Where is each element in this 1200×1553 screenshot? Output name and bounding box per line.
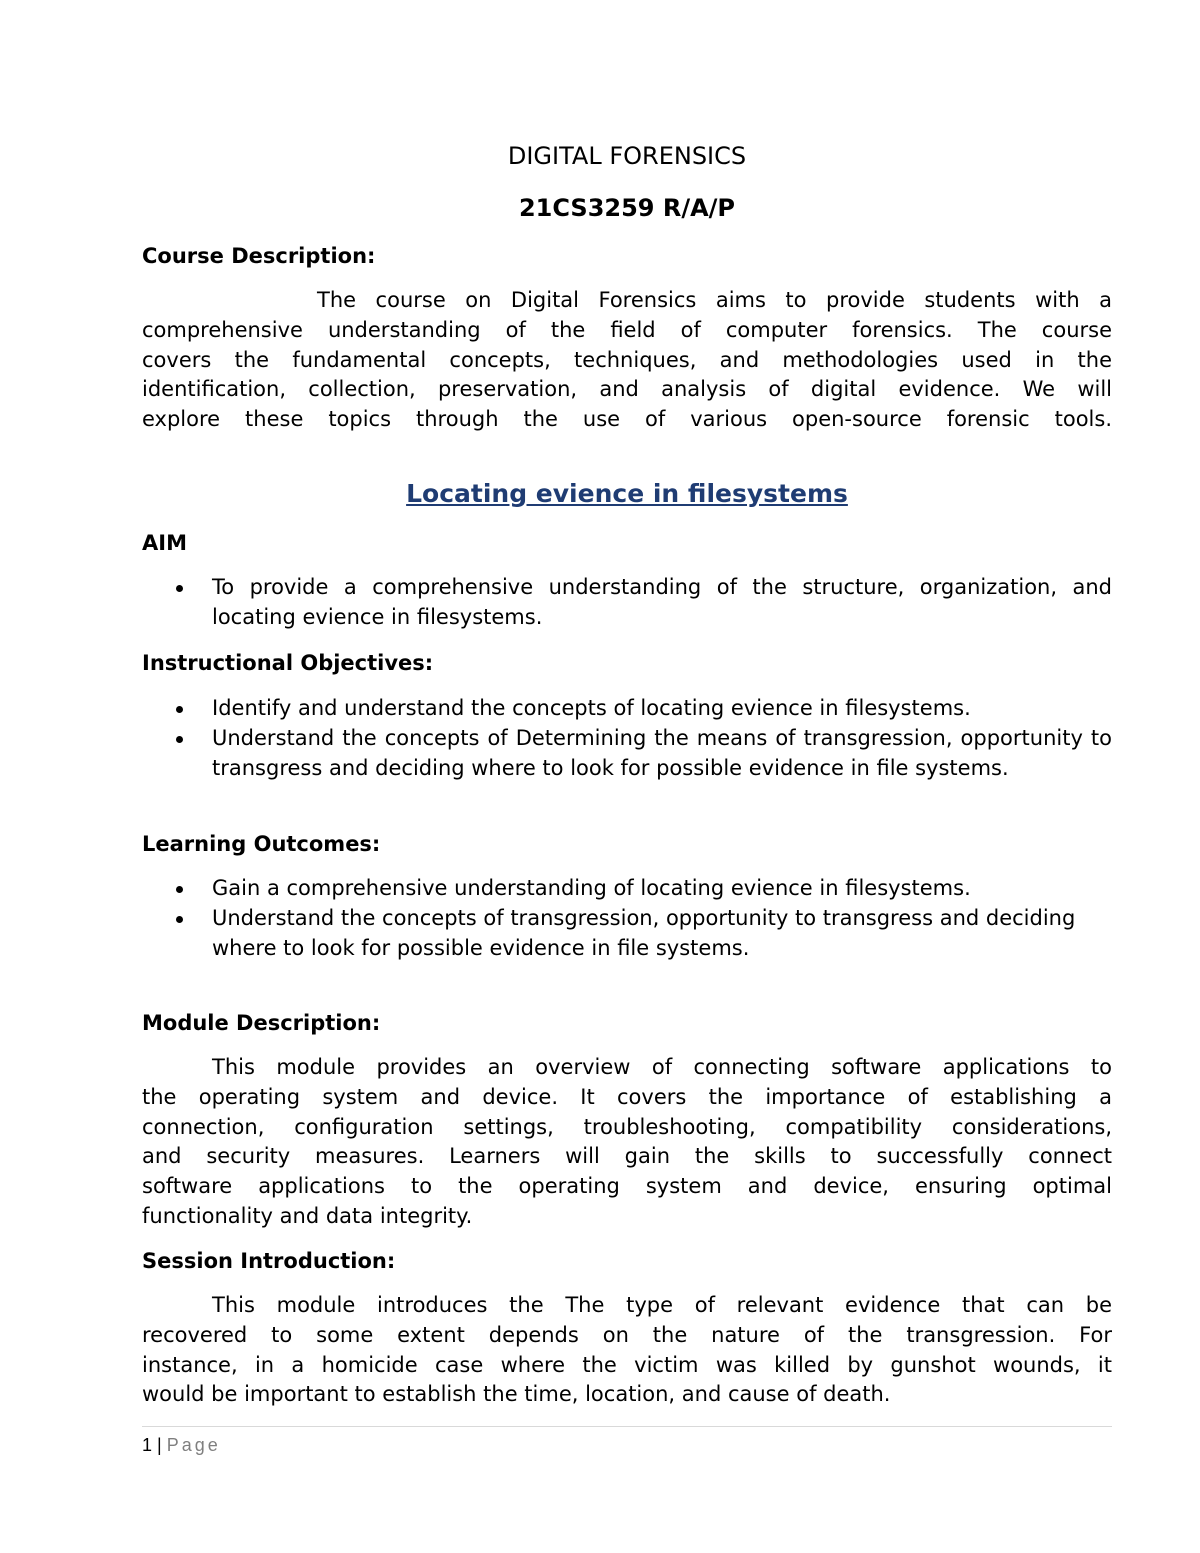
paragraph-line: This module introduces the The type of relevant evidence that can be <box>212 1293 1112 1317</box>
paragraph-line: The course on Digital Forensics aims to provide students with a <box>317 288 1112 312</box>
page-footer <box>142 1434 221 1456</box>
paragraph-line: covers the fundamental concepts, techniques, and methodologies used in the <box>142 347 1112 372</box>
module-description-paragraph <box>142 1053 1112 1232</box>
session-intro-label: Session Introduction: <box>142 1249 396 1273</box>
list-item: Understand the concepts of transgression, opportunity to transgress and deciding where to look for possible evidence in file systems. <box>142 904 1112 964</box>
footer-separator: | <box>157 1435 162 1455</box>
session-intro-paragraph <box>142 1291 1112 1410</box>
paragraph-line: comprehensive understanding of the field of computer forensics. The course <box>142 317 1112 342</box>
list-item: To provide a comprehensive understanding of the structure, organization, and locating evience in filesystems. <box>142 573 1112 633</box>
section-heading: Locating evience in filesystems <box>406 479 848 508</box>
paragraph-line: software applications to the operating system and device, ensuring optimal <box>142 1174 1112 1199</box>
paragraph-line: and security measures. Learners will gain the skills to successfully connect <box>142 1144 1112 1169</box>
objectives-list <box>142 694 1112 783</box>
document-title: DIGITAL FORENSICS <box>507 142 747 170</box>
bullet-icon <box>176 706 183 713</box>
bullet-icon <box>176 886 183 893</box>
list-item: Understand the concepts of Determining the means of transgression, opportunity to transgress and deciding where to look for possible evidence in file systems. <box>142 724 1112 784</box>
paragraph-line: functionality and data integrity. <box>142 1203 473 1228</box>
bullet-icon <box>176 585 183 592</box>
objectives-label: Instructional Objectives: <box>142 651 434 675</box>
list-item: Gain a comprehensive understanding of locating evience in filesystems. <box>142 874 1112 904</box>
paragraph-line: connection, configuration settings, troubleshooting, compatibility considerations, <box>142 1114 1112 1139</box>
paragraph-line: instance, in a homicide case where the victim was killed by gunshot wounds, it <box>142 1352 1112 1377</box>
footer-divider <box>142 1426 1112 1427</box>
list-item: Identify and understand the concepts of locating evience in filesystems. <box>142 694 1112 724</box>
page-number: 1 <box>142 1435 153 1455</box>
paragraph-line: This module provides an overview of connecting software applications to <box>212 1055 1112 1079</box>
aim-label: AIM <box>142 531 187 555</box>
aim-list <box>142 573 1112 633</box>
outcomes-label: Learning Outcomes: <box>142 832 381 856</box>
bullet-icon <box>176 736 183 743</box>
paragraph-line: identification, collection, preservation, and analysis of digital evidence. We will <box>142 377 1112 402</box>
bullet-icon <box>176 916 183 923</box>
course-code: 21CS3259 R/A/P <box>518 194 736 222</box>
paragraph-line: the operating system and device. It covers the importance of establishing a <box>142 1084 1112 1109</box>
paragraph-line: explore these topics through the use of various open-source forensic tools. <box>142 407 1112 432</box>
paragraph-line: would be important to establish the time, location, and cause of death. <box>142 1382 891 1407</box>
module-description-label: Module Description: <box>142 1011 381 1035</box>
outcomes-list <box>142 874 1112 963</box>
course-description-paragraph <box>142 286 1112 435</box>
page-label: Page <box>166 1435 221 1455</box>
paragraph-line: recovered to some extent depends on the nature of the transgression. For <box>142 1322 1112 1347</box>
course-description-label: Course Description: <box>142 244 376 268</box>
